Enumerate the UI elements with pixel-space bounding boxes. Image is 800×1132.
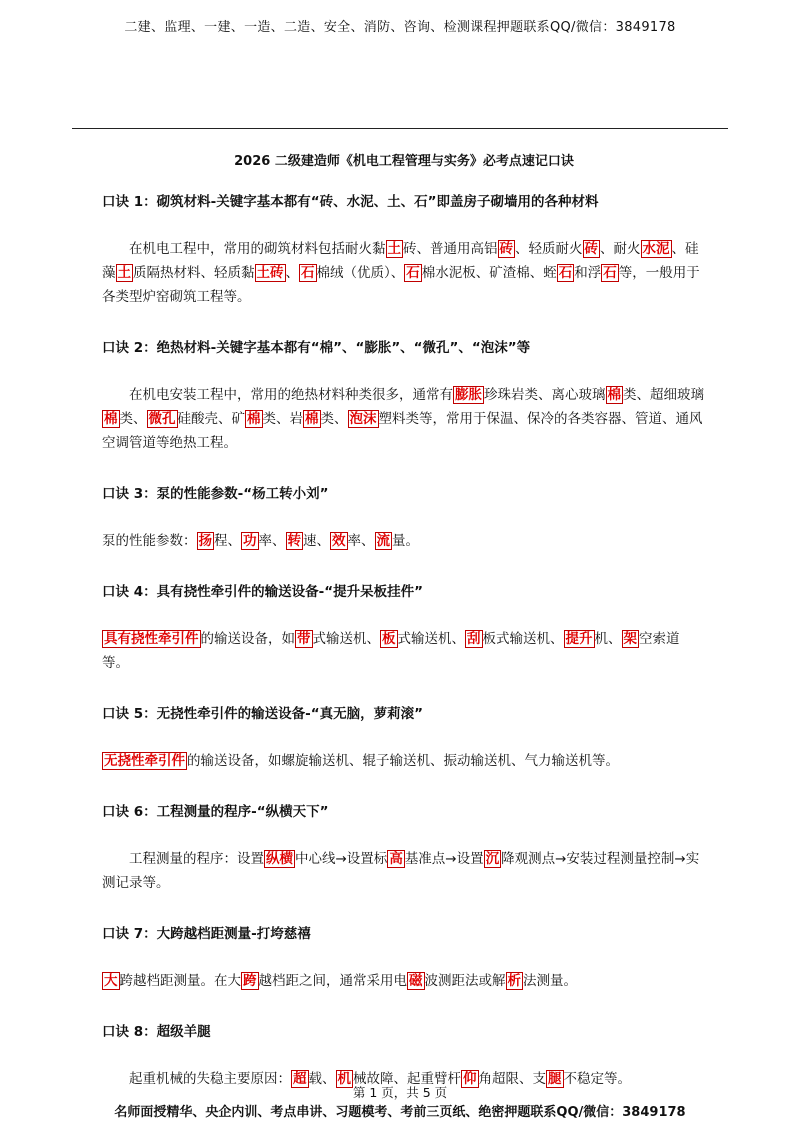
paragraph-text: 质隔热材料、轻质黏 [133,265,255,281]
paragraph-text: 等，一般用于各类型炉窑砌筑工程等。 [102,265,700,305]
paragraph-text: 率、 [347,533,375,549]
highlighted-keyword: 机 [337,1071,351,1087]
paragraph-text: 工程测量的程序：设置 [129,851,264,867]
page-header: 二建、监理、一建、一造、二造、安全、消防、咨询、检测课程押题联系QQ/微信：3849178 [124,20,676,35]
section-heading: 口诀 7：大跨越档距测量-打垮慈禧 [102,926,311,942]
sections [102,190,706,1091]
highlighted-keyword: 土砖 [256,265,284,281]
highlighted-keyword: 砖 [499,241,513,257]
paragraph-text: 载、 [308,1071,336,1087]
section-heading: 口诀 6：工程测量的程序-“纵横天下” [102,804,329,820]
paragraph-text: 速、 [303,533,330,549]
paragraph-text: 泵的性能参数： [102,533,197,549]
paragraph-text: 塑料类等，常用于保温、保冷的各类容器、管道、通风空调管道等绝热工程。 [102,411,703,451]
paragraph-text: 棉绒（优质）、 [316,265,405,281]
paragraph-text: 起重机械的失稳主要原因： [129,1071,291,1087]
highlighted-keyword: 析 [507,973,521,989]
highlighted-keyword: 转 [287,533,301,549]
paragraph-text: 棉水泥板、矿渣棉、蛭 [421,265,557,281]
document-body [102,150,706,1118]
paragraph-text: 的输送设备，如螺旋输送机、辊子输送机、振动输送机、气力输送机等。 [187,753,619,769]
paragraph-text: 珍珠岩类、离心玻璃 [484,387,606,403]
section-paragraph [102,383,706,455]
highlighted-keyword: 大 [104,973,118,989]
highlighted-keyword: 石 [558,265,573,281]
highlighted-keyword: 棉 [104,411,118,427]
highlighted-keyword: 扬 [198,533,212,549]
highlighted-keyword: 超 [293,1071,307,1087]
highlighted-keyword: 土 [117,265,131,281]
paragraph-text: 板式输送机、 [482,631,564,647]
paragraph-text: 式输送机、 [397,631,465,647]
paragraph-text: 类、超细玻璃 [623,387,704,403]
section-paragraph [102,749,706,773]
paragraph-text: 在机电安装工程中，常用的绝热材料种类很多，通常有 [129,387,453,403]
paragraph-text: 、 [285,265,299,281]
highlighted-keyword: 效 [332,533,346,549]
section-paragraph [102,969,706,993]
highlighted-keyword: 砖 [584,241,598,257]
highlighted-keyword: 功 [243,533,257,549]
highlighted-keyword: 沉 [485,851,500,867]
paragraph-text: 率、 [258,533,286,549]
highlighted-keyword: 泡沫 [349,411,377,427]
highlighted-keyword: 纵横 [266,851,293,867]
highlighted-keyword: 棉 [247,411,261,427]
highlighted-keyword: 微孔 [148,411,176,427]
paragraph-text: 、轻质耐火 [515,241,583,257]
paragraph-text: 法测量。 [523,973,577,989]
highlighted-keyword: 磁 [409,973,423,989]
paragraph-text: 空索道等。 [102,631,680,671]
paragraph-text: 类、 [119,411,147,427]
highlighted-keyword: 板 [382,631,396,647]
paragraph-text: 程、 [214,533,241,549]
paragraph-text: 类、岩 [262,411,303,427]
highlighted-keyword: 刮 [467,631,481,647]
highlighted-keyword: 腿 [548,1071,562,1087]
highlighted-keyword: 无挠性牵引件 [104,753,185,769]
paragraph-text: 和浮 [574,265,602,281]
paragraph-text: 、硅藻 [102,241,699,281]
highlighted-keyword: 具有挠性牵引件 [104,631,199,647]
paragraph-text: 越档距之间，通常采用电 [258,973,407,989]
paragraph-text: 类、 [320,411,348,427]
header-divider [72,128,728,129]
highlighted-keyword: 膨胀 [455,387,482,403]
highlighted-keyword: 土 [387,241,401,257]
section-paragraph [102,529,706,553]
paragraph-text: 基准点→设置 [404,851,484,867]
highlighted-keyword: 流 [376,533,390,549]
paragraph-text: 中心线→设置标 [295,851,388,867]
paragraph-text: 械故障、起重臂杆 [353,1071,461,1087]
section-heading: 口诀 1：砌筑材料-关键字基本都有“砖、水泥、土、石”即盖房子砌墙用的各种材料 [102,194,599,210]
paragraph-text: 角超限、支 [478,1071,546,1087]
section-heading: 口诀 3：泵的性能参数-“杨工转小刘” [102,486,329,502]
highlighted-keyword: 跨 [243,973,257,989]
highlighted-keyword: 提升 [565,631,593,647]
paragraph-text: 硅酸壳、矿 [177,411,245,427]
paragraph-text: 波测距法或解 [424,973,506,989]
section-heading: 口诀 5：无挠性牵引件的输送设备-“真无脑，萝莉滚” [102,706,423,722]
paragraph-text: 不稳定等。 [563,1071,631,1087]
highlighted-keyword: 架 [623,631,637,647]
section-paragraph [102,847,706,895]
section-paragraph [102,627,706,675]
highlighted-keyword: 石 [406,265,420,281]
paragraph-text: 跨越档距测量。在大 [119,973,241,989]
highlighted-keyword: 带 [297,631,311,647]
paragraph-text: 式输送机、 [312,631,380,647]
page-number: 第 1 页，共 5 页 [352,1085,448,1100]
highlighted-keyword: 棉 [607,387,621,403]
section-heading: 口诀 8：超级羊腿 [102,1024,211,1040]
highlighted-keyword: 石 [603,265,617,281]
paragraph-text: 的输送设备，如 [200,631,295,647]
section-heading: 口诀 4：具有挠性牵引件的输送设备-“提升呆板挂件” [102,584,423,600]
paragraph-text: 、耐火 [600,241,641,257]
highlighted-keyword: 水泥 [642,241,670,257]
highlighted-keyword: 高 [389,851,403,867]
highlighted-keyword: 仰 [463,1071,477,1087]
paragraph-text: 砖、普通用高铝 [403,241,498,257]
highlighted-keyword: 石 [301,265,315,281]
paragraph-text: 量。 [392,533,419,549]
paragraph-text: 在机电工程中，常用的砌筑材料包括耐火黏 [129,241,386,257]
section-paragraph [102,237,706,309]
paragraph-text: 降观测点→安装过程测量控制→实测记录等。 [102,851,700,891]
footer-ad: 名师面授精华、央企内训、考点串讲、习题模考、考前三页纸、绝密押题联系QQ/微信：3849178 [114,1105,686,1120]
section-heading: 口诀 2：绝热材料-关键字基本都有“棉”、“膨胀”、“微孔”、“泡沫”等 [102,340,531,356]
page-title: 2026 二级建造师《机电工程管理与实务》必考点速记口诀 [234,154,574,169]
highlighted-keyword: 棉 [305,411,319,427]
paragraph-text: 机、 [594,631,622,647]
